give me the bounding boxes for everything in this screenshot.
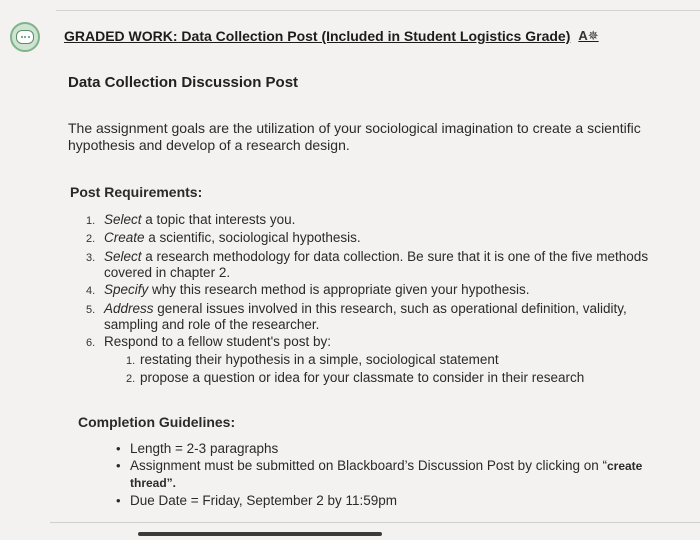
item-text (104, 230, 676, 247)
top-divider (56, 10, 700, 11)
item-title-row (64, 28, 599, 44)
item-text (104, 282, 676, 299)
item-verb: Address (104, 300, 154, 316)
guideline-main: Assignment must be submitted on Blackboard’s Discussion Post by clicking on “ (130, 458, 607, 473)
guidelines-list (116, 441, 656, 510)
item-number: 6. (86, 336, 96, 349)
adaptive-release-icon[interactable]: A✵ (578, 28, 599, 43)
item-rest: a research methodology for data collection. Be sure that it is one of the five methods covered in chapter 2. (104, 248, 649, 280)
guideline-text (130, 493, 397, 509)
item-number: 5. (86, 303, 96, 316)
requirement-item (86, 249, 676, 281)
response-sub-list (126, 352, 676, 387)
sub-item (126, 352, 676, 369)
item-number: 2. (86, 233, 96, 246)
horizontal-scrollbar[interactable] (138, 532, 382, 536)
requirement-item (86, 212, 676, 229)
guideline-text (130, 458, 656, 491)
item-number: 3. (86, 251, 96, 264)
item-rest: Respond to a fellow student's post by: (104, 333, 331, 349)
item-verb: Specify (104, 282, 149, 298)
guideline-bold-tail: create thread”. (130, 459, 643, 490)
bubble-dot (28, 36, 30, 38)
bottom-divider (50, 522, 700, 523)
item-verb: Select (104, 212, 142, 227)
sub-item-number: 2. (126, 372, 136, 385)
item-rest: a scientific, sociological hypothesis. (144, 230, 361, 246)
bubble-shape (16, 30, 34, 44)
item-number: 1. (86, 215, 96, 227)
item-text (104, 249, 676, 281)
item-rest: why this research method is appropriate given your hypothesis. (148, 282, 530, 298)
item-rest: general issues involved in this research, such as operational definition, validity, sampling and role of the researcher. (104, 300, 627, 332)
item-rest: a topic that interests you. (141, 212, 296, 227)
guideline-item (116, 493, 656, 509)
discussion-heading: Data Collection Discussion Post (68, 74, 299, 91)
bubble-dot (21, 36, 23, 38)
guideline-main: Due Date = Friday, September 2 by 11:59pm (130, 492, 398, 508)
bubble-dot (24, 36, 26, 38)
bullet-icon: • (116, 441, 121, 456)
guideline-item (116, 441, 656, 457)
requirement-item (86, 282, 676, 299)
requirements-list (86, 212, 676, 389)
item-text (104, 301, 676, 333)
sub-item-text: restating their hypothesis in a simple, sociological statement (140, 351, 499, 367)
requirements-heading: Post Requirements: (70, 184, 203, 200)
left-gutter (0, 0, 50, 540)
sub-item-number: 1. (126, 354, 136, 367)
guideline-main: Length = 2-3 paragraphs (130, 441, 279, 456)
item-verb: Create (104, 230, 145, 246)
item-verb: Select (104, 248, 142, 264)
intro-paragraph: The assignment goals are the utilization of your sociological imagination to create a scientific hypothesis and develop of a research design. (68, 120, 641, 153)
sub-item-text: propose a question or idea for your classmate to consider in their research (140, 369, 585, 385)
requirement-item (86, 334, 676, 388)
item-text (104, 212, 676, 229)
guidelines-heading: Completion Guidelines: (78, 414, 236, 430)
guideline-text (130, 441, 278, 457)
guideline-item (116, 458, 656, 491)
item-title-link[interactable]: GRADED WORK: Data Collection Post (Included in Student Logistics Grade) (64, 28, 571, 44)
requirement-item (86, 230, 676, 247)
item-text (104, 334, 676, 388)
discussion-bubble-icon[interactable] (10, 22, 40, 52)
bullet-icon: • (116, 492, 121, 508)
item-number: 4. (86, 285, 96, 298)
sub-item (126, 370, 676, 387)
requirement-item (86, 301, 676, 333)
bullet-icon: • (116, 458, 121, 473)
